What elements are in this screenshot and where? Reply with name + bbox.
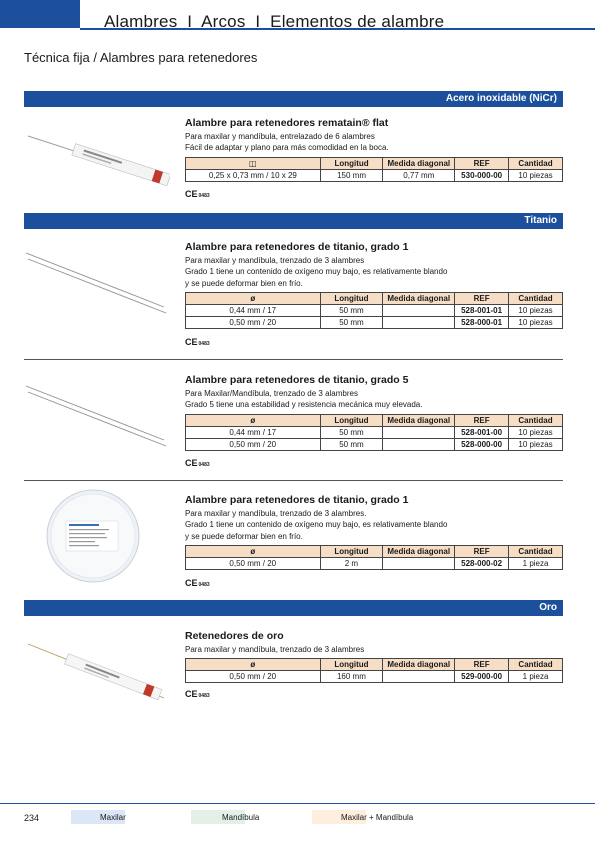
spec-table bbox=[185, 414, 563, 451]
cell-length: 150 mm bbox=[320, 169, 383, 181]
cell-qty: 10 piezas bbox=[509, 304, 563, 316]
cell-qty: 10 piezas bbox=[509, 426, 563, 438]
ce-label: CE bbox=[185, 578, 198, 588]
table-row bbox=[186, 438, 563, 450]
cell-length: 50 mm bbox=[320, 426, 383, 438]
th-length: Longitud bbox=[320, 659, 383, 671]
cell-size: 0,25 x 0,73 mm / 10 x 29 bbox=[186, 169, 321, 181]
table-header-row bbox=[186, 414, 563, 426]
th-ref: REF bbox=[455, 292, 509, 304]
product-title: Alambre para retenedores rematain® flat bbox=[185, 117, 389, 129]
product-desc-line: Para Maxilar/Mandíbula, trenzado de 3 alambres bbox=[185, 389, 358, 398]
divider bbox=[24, 480, 563, 481]
product-titanium-grade1 bbox=[185, 241, 563, 329]
th-qty: Cantidad bbox=[509, 545, 563, 557]
product-title: Alambre para retenedores de titanio, grado 1 bbox=[185, 494, 409, 506]
legend-label-maxilar: Maxilar bbox=[100, 813, 126, 822]
th-diagonal: Medida diagonal bbox=[383, 414, 455, 426]
cell-size: 0,50 mm / 20 bbox=[186, 316, 321, 328]
th-size: ø bbox=[186, 545, 321, 557]
cell-ref: 530-000-00 bbox=[455, 169, 509, 181]
th-ref: REF bbox=[455, 659, 509, 671]
th-size: ◫ bbox=[186, 157, 321, 169]
table-row bbox=[186, 426, 563, 438]
table-row bbox=[186, 557, 563, 569]
table-row bbox=[186, 169, 563, 181]
cell-length: 50 mm bbox=[320, 304, 383, 316]
cell-size: 0,44 mm / 17 bbox=[186, 304, 321, 316]
product-desc-line: Para maxilar y mandíbula, trenzado de 3 alambres bbox=[185, 256, 365, 265]
spec-table bbox=[185, 157, 563, 182]
cell-ref: 528-000-02 bbox=[455, 557, 509, 569]
product-desc-line: Para maxilar y mandíbula, entrelazado de 6 alambres bbox=[185, 132, 375, 141]
ce-label: CE bbox=[185, 337, 198, 347]
cell-diagonal bbox=[383, 426, 455, 438]
product-desc-line: y se puede deformar bien en frío. bbox=[185, 278, 303, 288]
product-image-wire-spool bbox=[24, 486, 170, 586]
table-header-row bbox=[186, 157, 563, 169]
cell-diagonal bbox=[383, 304, 455, 316]
cell-diagonal bbox=[383, 557, 455, 569]
product-desc-line: Grado 1 tiene un contenido de oxígeno muy bajo, es relativamente blando bbox=[185, 267, 448, 277]
table-header-row bbox=[186, 659, 563, 671]
cell-length: 50 mm bbox=[320, 438, 383, 450]
divider bbox=[24, 359, 563, 360]
ce-label: CE bbox=[185, 689, 198, 699]
product-desc-line: Grado 1 tiene un contenido de oxígeno muy bajo, es relativamente blando bbox=[185, 520, 448, 530]
cell-ref: 528-001-00 bbox=[455, 426, 509, 438]
product-desc-line: Grado 5 tiene una estabilidad y resistencia mecánica muy elevada. bbox=[185, 400, 423, 410]
cell-size: 0,50 mm / 20 bbox=[186, 557, 321, 569]
table-header-row bbox=[186, 545, 563, 557]
cell-qty: 10 piezas bbox=[509, 169, 563, 181]
ce-mark bbox=[185, 337, 210, 347]
cell-qty: 1 pieza bbox=[509, 671, 563, 683]
cell-diagonal bbox=[383, 438, 455, 450]
spec-table bbox=[185, 292, 563, 329]
table-row bbox=[186, 316, 563, 328]
cell-length: 2 m bbox=[320, 557, 383, 569]
ce-label: CE bbox=[185, 189, 198, 199]
th-size: ø bbox=[186, 292, 321, 304]
spec-table bbox=[185, 658, 563, 683]
th-diagonal: Medida diagonal bbox=[383, 545, 455, 557]
cell-diagonal bbox=[383, 671, 455, 683]
cell-size: 0,50 mm / 20 bbox=[186, 438, 321, 450]
th-length: Longitud bbox=[320, 545, 383, 557]
th-size: ø bbox=[186, 659, 321, 671]
th-diagonal: Medida diagonal bbox=[383, 157, 455, 169]
product-gold-retainer bbox=[185, 630, 563, 683]
ce-number: 0483 bbox=[198, 193, 210, 199]
cell-qty: 1 pieza bbox=[509, 557, 563, 569]
header-tab bbox=[0, 0, 80, 28]
page-header-title: Alambres I Arcos I Elementos de alambre bbox=[104, 12, 445, 31]
th-qty: Cantidad bbox=[509, 414, 563, 426]
ce-mark bbox=[185, 689, 210, 699]
cell-ref: 528-000-00 bbox=[455, 438, 509, 450]
table-row bbox=[186, 304, 563, 316]
th-qty: Cantidad bbox=[509, 292, 563, 304]
product-rematain-flat bbox=[185, 117, 563, 182]
ce-number: 0483 bbox=[198, 693, 210, 699]
ce-mark bbox=[185, 189, 210, 199]
th-size: ø bbox=[186, 414, 321, 426]
page-number: 234 bbox=[24, 813, 40, 823]
ce-mark bbox=[185, 458, 210, 468]
th-diagonal: Medida diagonal bbox=[383, 292, 455, 304]
th-ref: REF bbox=[455, 545, 509, 557]
ce-label: CE bbox=[185, 458, 198, 468]
ce-number: 0483 bbox=[198, 341, 210, 347]
legend-label-both: Maxilar + Mandíbula bbox=[341, 813, 414, 822]
band-titanium: Titanio bbox=[24, 213, 563, 229]
product-titanium-grade5 bbox=[185, 374, 563, 451]
cell-qty: 10 piezas bbox=[509, 438, 563, 450]
spec-table bbox=[185, 545, 563, 570]
band-gold: Oro bbox=[24, 600, 563, 616]
th-ref: REF bbox=[455, 414, 509, 426]
cell-size: 0,44 mm / 17 bbox=[186, 426, 321, 438]
cell-ref: 529-000-00 bbox=[455, 671, 509, 683]
product-image-gold-retainer bbox=[24, 636, 170, 706]
section-title: Técnica fija / Alambres para retenedores bbox=[24, 50, 258, 65]
product-desc-line: y se puede deformar bien en frío. bbox=[185, 531, 303, 541]
footer-rule bbox=[0, 803, 595, 804]
ce-mark bbox=[185, 578, 210, 588]
table-row bbox=[186, 671, 563, 683]
ce-number: 0483 bbox=[198, 582, 210, 588]
cell-diagonal: 0,77 mm bbox=[383, 169, 455, 181]
th-length: Longitud bbox=[320, 157, 383, 169]
legend-label-mandibula: Mandíbula bbox=[222, 813, 260, 822]
product-desc-line: Para maxilar y mandíbula, trenzado de 3 alambres bbox=[185, 645, 365, 654]
band-steel: Acero inoxidable (NiCr) bbox=[24, 91, 563, 107]
th-diagonal: Medida diagonal bbox=[383, 659, 455, 671]
cell-diagonal bbox=[383, 316, 455, 328]
product-titanium-grade1-spool bbox=[185, 494, 563, 570]
ce-number: 0483 bbox=[198, 462, 210, 468]
product-desc-line: Para maxilar y mandíbula, trenzado de 3 alambres. bbox=[185, 509, 367, 518]
product-title: Alambre para retenedores de titanio, grado 5 bbox=[185, 374, 409, 386]
table-header-row bbox=[186, 292, 563, 304]
product-title: Alambre para retenedores de titanio, grado 1 bbox=[185, 241, 409, 253]
product-desc-line: Fácil de adaptar y plano para más comodidad en la boca. bbox=[185, 143, 389, 153]
th-qty: Cantidad bbox=[509, 659, 563, 671]
cell-qty: 10 piezas bbox=[509, 316, 563, 328]
cell-size: 0,50 mm / 20 bbox=[186, 671, 321, 683]
th-length: Longitud bbox=[320, 292, 383, 304]
cell-ref: 528-001-01 bbox=[455, 304, 509, 316]
cell-ref: 528-000-01 bbox=[455, 316, 509, 328]
product-image-rematain-flat bbox=[24, 120, 170, 190]
th-qty: Cantidad bbox=[509, 157, 563, 169]
th-ref: REF bbox=[455, 157, 509, 169]
cell-length: 160 mm bbox=[320, 671, 383, 683]
product-image-titanium-wire bbox=[24, 245, 170, 320]
product-image-titanium-wire bbox=[24, 380, 170, 455]
cell-length: 50 mm bbox=[320, 316, 383, 328]
product-title: Retenedores de oro bbox=[185, 630, 284, 642]
th-length: Longitud bbox=[320, 414, 383, 426]
